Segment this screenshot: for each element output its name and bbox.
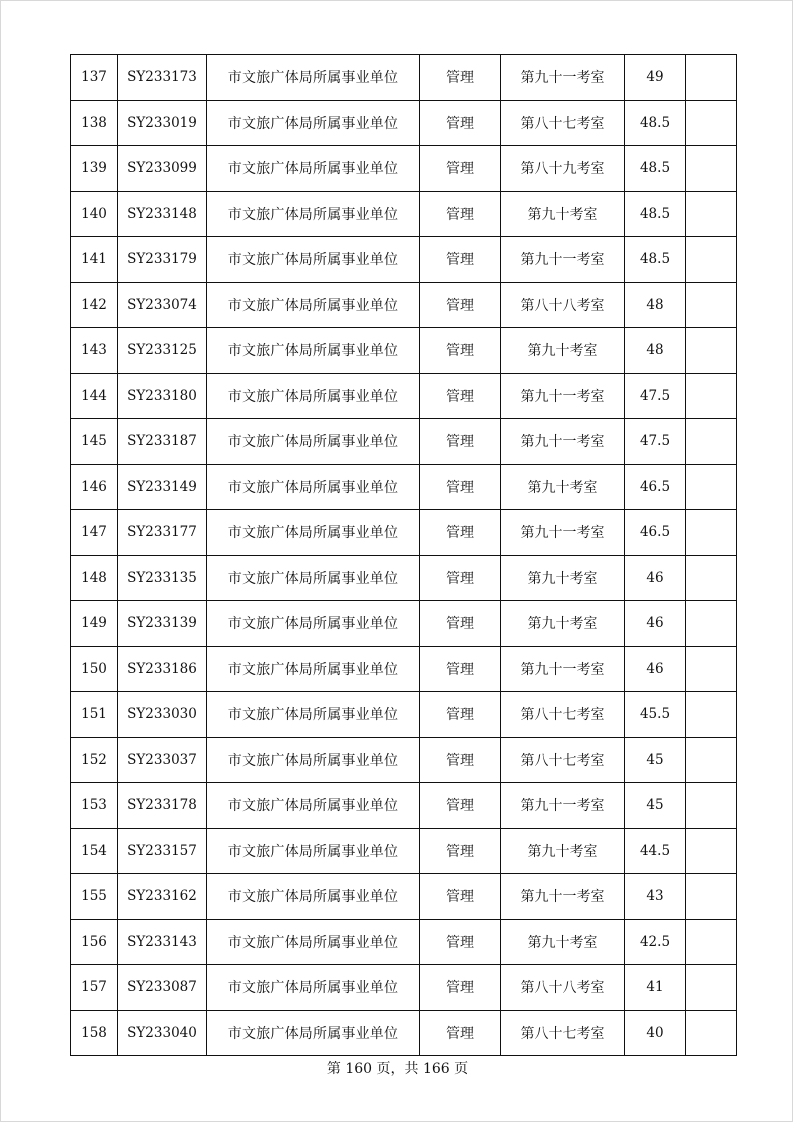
cell-index: 147 [71, 510, 118, 556]
cell-position-type: 管理 [420, 874, 501, 920]
cell-score: 43 [625, 874, 686, 920]
cell-exam-room: 第八十七考室 [501, 1010, 625, 1056]
cell-position-type: 管理 [420, 328, 501, 374]
table-row [71, 419, 737, 465]
cell-unit: 市文旅广体局所属事业单位 [207, 874, 420, 920]
cell-candidate-id: SY233074 [118, 282, 207, 328]
cell-score: 45.5 [625, 692, 686, 738]
cell-exam-room: 第八十八考室 [501, 965, 625, 1011]
cell-note [686, 737, 737, 783]
cell-index: 149 [71, 601, 118, 647]
cell-candidate-id: SY233178 [118, 783, 207, 829]
cell-position-type: 管理 [420, 919, 501, 965]
cell-candidate-id: SY233180 [118, 373, 207, 419]
table-row [71, 601, 737, 647]
cell-index: 155 [71, 874, 118, 920]
cell-note [686, 282, 737, 328]
cell-score: 44.5 [625, 828, 686, 874]
cell-position-type: 管理 [420, 419, 501, 465]
table-row [71, 237, 737, 283]
cell-position-type: 管理 [420, 828, 501, 874]
cell-index: 139 [71, 146, 118, 192]
cell-exam-room: 第九十考室 [501, 191, 625, 237]
cell-note [686, 965, 737, 1011]
cell-unit: 市文旅广体局所属事业单位 [207, 191, 420, 237]
cell-note [686, 692, 737, 738]
cell-exam-room: 第九十一考室 [501, 646, 625, 692]
cell-exam-room: 第九十考室 [501, 328, 625, 374]
cell-position-type: 管理 [420, 146, 501, 192]
cell-index: 146 [71, 464, 118, 510]
cell-index: 150 [71, 646, 118, 692]
cell-score: 47.5 [625, 419, 686, 465]
cell-score: 45 [625, 737, 686, 783]
table-row [71, 191, 737, 237]
cell-unit: 市文旅广体局所属事业单位 [207, 464, 420, 510]
cell-score: 46 [625, 555, 686, 601]
cell-position-type: 管理 [420, 601, 501, 647]
cell-unit: 市文旅广体局所属事业单位 [207, 373, 420, 419]
cell-candidate-id: SY233173 [118, 55, 207, 101]
table-row [71, 783, 737, 829]
cell-candidate-id: SY233149 [118, 464, 207, 510]
cell-note [686, 783, 737, 829]
cell-position-type: 管理 [420, 282, 501, 328]
cell-candidate-id: SY233162 [118, 874, 207, 920]
cell-score: 41 [625, 965, 686, 1011]
cell-position-type: 管理 [420, 373, 501, 419]
cell-note [686, 237, 737, 283]
table-row [71, 1010, 737, 1056]
cell-position-type: 管理 [420, 55, 501, 101]
cell-position-type: 管理 [420, 783, 501, 829]
cell-unit: 市文旅广体局所属事业单位 [207, 328, 420, 374]
cell-unit: 市文旅广体局所属事业单位 [207, 282, 420, 328]
cell-exam-room: 第八十八考室 [501, 282, 625, 328]
cell-unit: 市文旅广体局所属事业单位 [207, 692, 420, 738]
cell-index: 153 [71, 783, 118, 829]
cell-exam-room: 第九十考室 [501, 555, 625, 601]
cell-candidate-id: SY233040 [118, 1010, 207, 1056]
cell-note [686, 510, 737, 556]
cell-unit: 市文旅广体局所属事业单位 [207, 965, 420, 1011]
cell-note [686, 601, 737, 647]
cell-index: 144 [71, 373, 118, 419]
cell-index: 156 [71, 919, 118, 965]
cell-position-type: 管理 [420, 1010, 501, 1056]
cell-exam-room: 第九十一考室 [501, 783, 625, 829]
cell-position-type: 管理 [420, 965, 501, 1011]
cell-unit: 市文旅广体局所属事业单位 [207, 919, 420, 965]
cell-candidate-id: SY233125 [118, 328, 207, 374]
cell-score: 48.5 [625, 191, 686, 237]
cell-candidate-id: SY233135 [118, 555, 207, 601]
table-row [71, 464, 737, 510]
cell-position-type: 管理 [420, 191, 501, 237]
cell-score: 48 [625, 328, 686, 374]
cell-score: 45 [625, 783, 686, 829]
page-footer: 第 160 页，共 166 页 [326, 1061, 469, 1077]
cell-exam-room: 第九十一考室 [501, 373, 625, 419]
cell-candidate-id: SY233148 [118, 191, 207, 237]
results-table-body [71, 55, 737, 1056]
cell-exam-room: 第八十七考室 [501, 692, 625, 738]
cell-exam-room: 第八十七考室 [501, 737, 625, 783]
cell-note [686, 55, 737, 101]
cell-exam-room: 第九十考室 [501, 828, 625, 874]
table-row [71, 919, 737, 965]
cell-note [686, 419, 737, 465]
cell-score: 46 [625, 601, 686, 647]
table-row [71, 328, 737, 374]
cell-index: 141 [71, 237, 118, 283]
cell-exam-room: 第九十考室 [501, 919, 625, 965]
cell-index: 142 [71, 282, 118, 328]
cell-exam-room: 第九十考室 [501, 601, 625, 647]
cell-note [686, 146, 737, 192]
table-row [71, 146, 737, 192]
cell-exam-room: 第九十一考室 [501, 874, 625, 920]
table-row [71, 100, 737, 146]
table-row [71, 282, 737, 328]
cell-index: 151 [71, 692, 118, 738]
cell-score: 46 [625, 646, 686, 692]
cell-exam-room: 第九十一考室 [501, 55, 625, 101]
cell-score: 48.5 [625, 100, 686, 146]
cell-exam-room: 第八十七考室 [501, 100, 625, 146]
table-row [71, 373, 737, 419]
cell-candidate-id: SY233099 [118, 146, 207, 192]
cell-unit: 市文旅广体局所属事业单位 [207, 55, 420, 101]
cell-note [686, 919, 737, 965]
cell-index: 138 [71, 100, 118, 146]
cell-unit: 市文旅广体局所属事业单位 [207, 419, 420, 465]
cell-score: 46.5 [625, 510, 686, 556]
cell-unit: 市文旅广体局所属事业单位 [207, 237, 420, 283]
cell-score: 48.5 [625, 146, 686, 192]
cell-score: 46.5 [625, 464, 686, 510]
cell-unit: 市文旅广体局所属事业单位 [207, 1010, 420, 1056]
cell-position-type: 管理 [420, 555, 501, 601]
cell-score: 42.5 [625, 919, 686, 965]
cell-exam-room: 第九十一考室 [501, 510, 625, 556]
cell-position-type: 管理 [420, 646, 501, 692]
cell-score: 40 [625, 1010, 686, 1056]
cell-note [686, 874, 737, 920]
cell-index: 143 [71, 328, 118, 374]
cell-candidate-id: SY233139 [118, 601, 207, 647]
cell-index: 152 [71, 737, 118, 783]
cell-candidate-id: SY233187 [118, 419, 207, 465]
table-row [71, 737, 737, 783]
cell-note [686, 100, 737, 146]
cell-score: 48 [625, 282, 686, 328]
cell-candidate-id: SY233143 [118, 919, 207, 965]
cell-score: 48.5 [625, 237, 686, 283]
cell-unit: 市文旅广体局所属事业单位 [207, 100, 420, 146]
cell-exam-room: 第八十九考室 [501, 146, 625, 192]
cell-index: 148 [71, 555, 118, 601]
cell-score: 47.5 [625, 373, 686, 419]
cell-note [686, 646, 737, 692]
cell-note [686, 464, 737, 510]
cell-candidate-id: SY233179 [118, 237, 207, 283]
cell-unit: 市文旅广体局所属事业单位 [207, 601, 420, 647]
cell-candidate-id: SY233177 [118, 510, 207, 556]
table-row [71, 828, 737, 874]
cell-candidate-id: SY233186 [118, 646, 207, 692]
cell-position-type: 管理 [420, 510, 501, 556]
cell-index: 158 [71, 1010, 118, 1056]
cell-note [686, 373, 737, 419]
cell-position-type: 管理 [420, 100, 501, 146]
cell-index: 137 [71, 55, 118, 101]
table-row [71, 510, 737, 556]
cell-candidate-id: SY233019 [118, 100, 207, 146]
table-row [71, 874, 737, 920]
cell-note [686, 828, 737, 874]
cell-exam-room: 第九十一考室 [501, 237, 625, 283]
cell-index: 154 [71, 828, 118, 874]
cell-candidate-id: SY233030 [118, 692, 207, 738]
cell-exam-room: 第九十考室 [501, 464, 625, 510]
cell-position-type: 管理 [420, 692, 501, 738]
cell-candidate-id: SY233157 [118, 828, 207, 874]
cell-index: 140 [71, 191, 118, 237]
cell-position-type: 管理 [420, 237, 501, 283]
cell-candidate-id: SY233037 [118, 737, 207, 783]
table-row [71, 555, 737, 601]
table-row [71, 55, 737, 101]
cell-unit: 市文旅广体局所属事业单位 [207, 646, 420, 692]
cell-candidate-id: SY233087 [118, 965, 207, 1011]
cell-index: 145 [71, 419, 118, 465]
cell-unit: 市文旅广体局所属事业单位 [207, 555, 420, 601]
cell-position-type: 管理 [420, 737, 501, 783]
cell-unit: 市文旅广体局所属事业单位 [207, 737, 420, 783]
cell-note [686, 1010, 737, 1056]
cell-unit: 市文旅广体局所属事业单位 [207, 828, 420, 874]
cell-unit: 市文旅广体局所属事业单位 [207, 783, 420, 829]
table-row [71, 646, 737, 692]
cell-unit: 市文旅广体局所属事业单位 [207, 146, 420, 192]
cell-note [686, 328, 737, 374]
cell-note [686, 191, 737, 237]
cell-score: 49 [625, 55, 686, 101]
cell-position-type: 管理 [420, 464, 501, 510]
cell-note [686, 555, 737, 601]
results-table [70, 54, 737, 1056]
table-row [71, 965, 737, 1011]
cell-exam-room: 第九十一考室 [501, 419, 625, 465]
cell-unit: 市文旅广体局所属事业单位 [207, 510, 420, 556]
cell-index: 157 [71, 965, 118, 1011]
table-row [71, 692, 737, 738]
